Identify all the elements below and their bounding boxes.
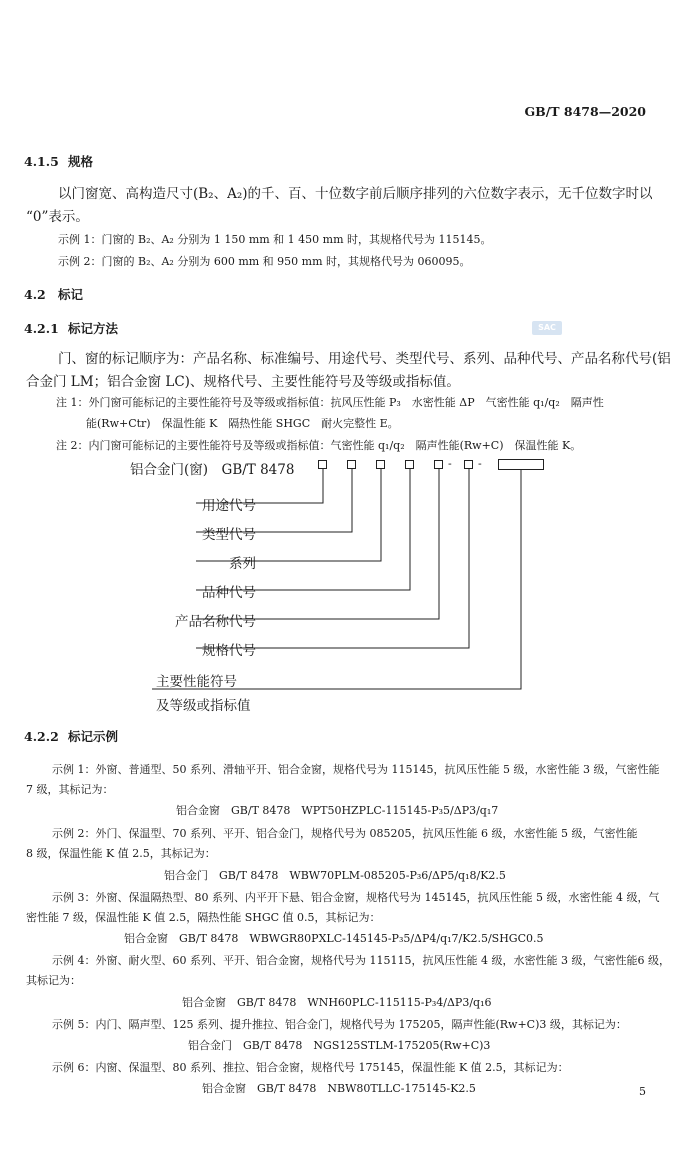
sac-watermark: SAC — [532, 321, 562, 335]
scheme-prefix: 铝合金门(窗) GB/T 8478 — [130, 462, 295, 478]
standard-number: GB/T 8478—2020 — [524, 104, 646, 119]
label-variety-code: 品种代号 — [202, 585, 256, 601]
spec-paragraph-line1: 以门窗宽、高构造尺寸(B₂、A₂)的千、百、十位数字前后顺序排列的六位数字表示，无千位数字时以 — [58, 186, 653, 202]
marking-paragraph-line1: 门、窗的标记顺序为：产品名称、标准编号、用途代号、类型代号、系列、品种代号、产品名称代号(铝 — [58, 351, 671, 367]
section-title: 规格 — [68, 154, 94, 169]
section-number: 4.2.1 — [24, 321, 59, 336]
example-1-line2: 7 级，其标记为： — [26, 783, 114, 796]
example-2-line2: 8 级，保温性能 K 值 2.5，其标记为： — [26, 847, 216, 860]
label-series: 系列 — [229, 556, 256, 572]
label-size-code: 规格代号 — [202, 643, 256, 659]
note-1-line1: 注 1：外门窗可能标记的主要性能符号及等级或指标值：抗风压性能 P₃ 水密性能 ΔP 气密性能 q₁/q₂ 隔声性 — [56, 396, 604, 409]
page-number: 5 — [639, 1085, 646, 1098]
spec-example-1: 示例 1：门窗的 B₂、A₂ 分别为 1 150 mm 和 1 450 mm 时，其规格代号为 115145。 — [58, 233, 492, 246]
example-3-formula: 铝合金窗 GB/T 8478 WBWGR80PXLC-145145-P₃5/ΔP4/q₁7/K2.5/SHGC0.5 — [124, 932, 544, 945]
example-5-line1: 示例 5：内门、隔声型、125 系列、提升推拉、铝合金门，规格代号为 175205，隔声性能(Rw+C)3 级，其标记为： — [52, 1018, 627, 1031]
scheme-dash-2: - — [478, 457, 482, 470]
example-4-line2: 其标记为： — [26, 974, 81, 987]
spec-example-2: 示例 2：门窗的 B₂、A₂ 分别为 600 mm 和 950 mm 时，其规格代号为 060095。 — [58, 255, 471, 268]
example-4-line1: 示例 4：外窗、耐火型、60 系列、平开、铝合金窗，规格代号为 115115，抗风压性能 4 级，水密性能 3 级，气密性能6 级， — [52, 954, 670, 967]
section-number: 4.1.5 — [24, 154, 59, 169]
note-1-line2: 能(Rw+Ctr) 保温性能 K 隔热性能 SHGC 耐火完整性 E。 — [86, 417, 399, 430]
example-2-formula: 铝合金门 GB/T 8478 WBW70PLM-085205-P₃6/ΔP5/q₁8/K2.5 — [164, 869, 506, 882]
example-3-line1: 示例 3：外窗、保温隔热型、80 系列、内平开下悬、铝合金窗，规格代号为 145145，抗风压性能 5 级，水密性能 4 级，气 — [52, 891, 660, 904]
scheme-dash-1: - — [448, 457, 452, 470]
spec-paragraph-line2: “0”表示。 — [26, 209, 89, 225]
example-1-line1: 示例 1：外窗、普通型、50 系列、滑轴平开、铝合金窗，规格代号为 115145，抗风压性能 5 级，水密性能 3 级，气密性能 — [52, 763, 660, 776]
heading-4-2-2 — [24, 727, 118, 745]
marking-paragraph-line2: 合金门 LM；铝合金窗 LC)、规格代号、主要性能符号及等级或指标值。 — [26, 374, 460, 390]
note-2: 注 2：内门窗可能标记的主要性能符号及等级或指标值：气密性能 q₁/q₂ 隔声性能(Rw+C) 保温性能 K。 — [56, 439, 582, 452]
label-usage-code: 用途代号 — [202, 498, 256, 514]
example-4-formula: 铝合金窗 GB/T 8478 WNH60PLC-115115-P₃4/ΔP3/q₁6 — [182, 996, 492, 1009]
section-number: 4.2 — [24, 287, 46, 302]
example-5-formula: 铝合金门 GB/T 8478 NGS125STLM-175205(Rw+C)3 — [188, 1039, 491, 1052]
example-3-line2: 密性能 7 级，保温性能 K 值 2.5，隔热性能 SHGC 值 0.5，其标记为： — [26, 911, 381, 924]
label-performance-line2: 及等级或指标值 — [156, 698, 251, 714]
section-title: 标记示例 — [68, 729, 119, 744]
example-2-line1: 示例 2：外门、保温型、70 系列、平开、铝合金门，规格代号为 085205，抗风压性能 6 级，水密性能 5 级，气密性能 — [52, 827, 638, 840]
label-type-code: 类型代号 — [202, 527, 256, 543]
example-6-formula: 铝合金窗 GB/T 8478 NBW80TLLC-175145-K2.5 — [202, 1082, 476, 1095]
section-title: 标记 — [58, 287, 84, 302]
label-performance-line1: 主要性能符号 — [156, 674, 237, 690]
example-6-line1: 示例 6：内窗、保温型、80 系列、推拉、铝合金窗，规格代号 175145，保温性能 K 值 2.5，其标记为： — [52, 1061, 569, 1074]
example-1-formula: 铝合金窗 GB/T 8478 WPT50HZPLC-115145-P₃5/ΔP3/q₁7 — [176, 804, 499, 817]
section-number: 4.2.2 — [24, 729, 59, 744]
label-product-code: 产品名称代号 — [175, 614, 256, 630]
section-title: 标记方法 — [68, 321, 119, 336]
